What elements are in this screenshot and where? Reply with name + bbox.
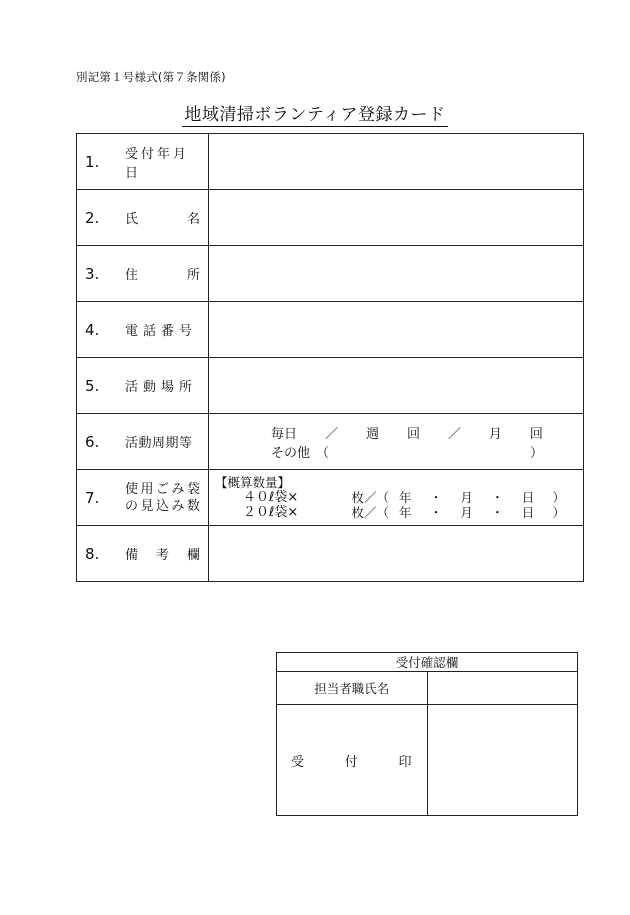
- frequency-options: 毎日 ／ 週 回 ／ 月 回: [227, 423, 565, 442]
- label-activity-cycle: 活動周期等: [125, 436, 193, 451]
- label-activity-place: 活動場所: [125, 380, 198, 395]
- row-number: 2.: [85, 208, 100, 227]
- label-reception-date: 受付年月日: [125, 146, 190, 181]
- label-phone: 電話番号: [125, 324, 198, 339]
- stamp-label: 受 付 印: [291, 754, 412, 770]
- label-address: 住 所: [125, 268, 200, 283]
- registration-table: [76, 133, 584, 582]
- staff-name-field[interactable]: [427, 672, 578, 705]
- frequency-other: その他 （ ）: [227, 442, 565, 461]
- row-activity-place: [77, 358, 584, 414]
- form-title-text: 地域清掃ボランティア登録カード: [184, 105, 446, 125]
- garbage-bags-field[interactable]: [209, 470, 584, 526]
- row-remarks: [77, 526, 584, 582]
- receipt-header: 受付確認欄: [277, 653, 578, 672]
- bag-40l-row: ４０ℓ袋× 枚／（ 年 ・ 月 ・ 日 ）: [243, 490, 565, 505]
- row-number: 6.: [85, 432, 100, 451]
- staff-label: 担当者職氏名: [277, 672, 428, 705]
- form-title: [0, 100, 630, 125]
- row-number: 8.: [85, 544, 100, 563]
- label-remarks: 備 考 欄: [125, 548, 200, 563]
- row-address: [77, 246, 584, 302]
- row-garbage-bags: [77, 470, 584, 526]
- bags-heading: 【概算数量】: [215, 475, 291, 490]
- weekly-option[interactable]: 週: [365, 426, 379, 442]
- name-field[interactable]: [209, 190, 584, 246]
- monthly-option[interactable]: 月: [488, 426, 502, 442]
- activity-place-field[interactable]: [209, 358, 584, 414]
- activity-cycle-field[interactable]: [209, 414, 584, 470]
- label-garbage-bags: 使用ごみ袋 の見込み数: [125, 481, 200, 514]
- bag-20l-row: ２０ℓ袋× 枚／（ 年 ・ 月 ・ 日 ）: [243, 505, 565, 520]
- label-name: 氏 名: [125, 212, 200, 227]
- phone-field[interactable]: [209, 302, 584, 358]
- daily-option[interactable]: 毎日: [271, 426, 298, 442]
- stamp-field[interactable]: [427, 705, 578, 816]
- reception-date-field[interactable]: [209, 134, 584, 190]
- row-number: 7.: [85, 488, 100, 507]
- row-reception-date: [77, 134, 584, 190]
- receipt-confirmation-table: [276, 652, 578, 816]
- row-number: 5.: [85, 376, 100, 395]
- address-field[interactable]: [209, 246, 584, 302]
- remarks-field[interactable]: [209, 526, 584, 582]
- row-name: [77, 190, 584, 246]
- stamp-label-cell: [277, 705, 428, 816]
- row-number: 4.: [85, 320, 100, 339]
- other-option[interactable]: その他: [271, 445, 311, 461]
- row-number: 1.: [85, 152, 100, 171]
- row-phone: [77, 302, 584, 358]
- row-activity-cycle: [77, 414, 584, 470]
- form-number-note: 別記第１号様式(第７条関係): [76, 70, 226, 84]
- row-number: 3.: [85, 264, 100, 283]
